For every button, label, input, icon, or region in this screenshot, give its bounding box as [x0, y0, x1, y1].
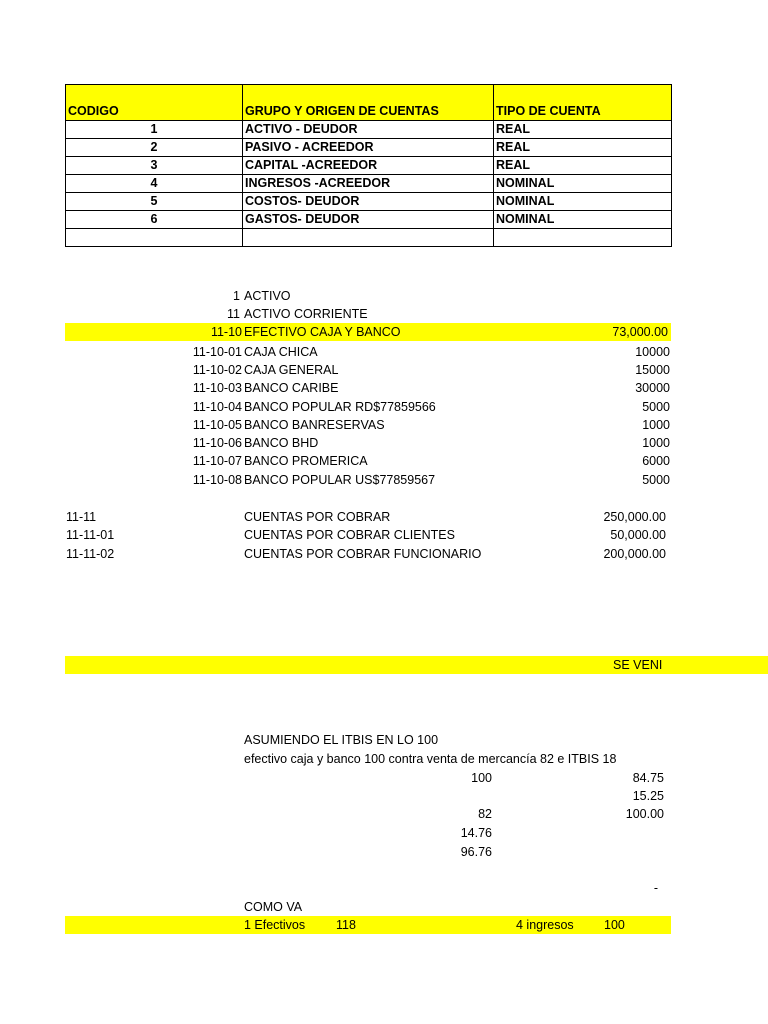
itbis-mid-value[interactable]: 14.76 [460, 826, 492, 840]
como-va-right-amount[interactable]: 100 [604, 918, 625, 932]
table-row [66, 175, 672, 193]
itbis-right-value[interactable]: 100.00 [625, 807, 664, 821]
cxc-label[interactable]: CUENTAS POR COBRAR CLIENTES [244, 528, 455, 542]
itbis-mid-value[interactable]: 96.76 [460, 845, 492, 859]
itbis-mid-value[interactable]: 100 [471, 771, 492, 785]
item-code[interactable]: 11-10-06 [192, 436, 242, 450]
como-va-left-label[interactable]: 1 Efectivos [244, 918, 306, 932]
item-label[interactable]: BANCO POPULAR US$77859567 [244, 473, 436, 487]
group-cell[interactable]: GASTOS- DEUDOR [243, 211, 494, 229]
como-va-label[interactable]: COMO VA [244, 900, 303, 914]
item-amount[interactable]: 30000 [635, 381, 670, 395]
efectivo-code[interactable]: 11-10 [210, 325, 242, 339]
table-row [66, 193, 672, 211]
itbis-line-2[interactable]: efectivo caja y banco 100 contra venta de mercancía 82 e ITBIS 18 [244, 752, 617, 766]
efectivo-label[interactable]: EFECTIVO CAJA Y BANCO [244, 325, 401, 339]
item-label[interactable]: BANCO PROMERICA [244, 454, 368, 468]
group-cell[interactable]: ACTIVO - DEUDOR [243, 121, 494, 139]
cxc-code[interactable]: 11-11-01 [66, 528, 115, 542]
type-cell[interactable]: NOMINAL [494, 211, 672, 229]
activo-code[interactable]: 1 [233, 289, 240, 303]
empty-cell[interactable] [66, 229, 243, 247]
item-code[interactable]: 11-10-08 [192, 473, 242, 487]
item-amount[interactable]: 1000 [642, 418, 670, 432]
item-amount[interactable]: 10000 [635, 345, 670, 359]
table-row [66, 157, 672, 175]
item-label[interactable]: CAJA GENERAL [244, 363, 339, 377]
cxc-label[interactable]: CUENTAS POR COBRAR FUNCIONARIO [244, 547, 482, 561]
type-cell[interactable]: REAL [494, 139, 672, 157]
cxc-label[interactable]: CUENTAS POR COBRAR [244, 510, 391, 524]
code-cell[interactable]: 5 [66, 193, 243, 211]
group-cell[interactable]: COSTOS- DEUDOR [243, 193, 494, 211]
itbis-right-value[interactable]: 84.75 [632, 771, 664, 785]
cxc-amount[interactable]: 50,000.00 [610, 528, 666, 542]
item-code[interactable]: 11-10-04 [192, 400, 242, 414]
efectivo-total[interactable]: 73,000.00 [612, 325, 668, 339]
cxc-code[interactable]: 11-11 [66, 510, 97, 524]
header-codigo[interactable]: CODIGO [66, 85, 243, 121]
corriente-label[interactable]: ACTIVO CORRIENTE [244, 307, 368, 321]
item-code[interactable]: 11-10-02 [192, 363, 242, 377]
item-code[interactable]: 11-10-01 [192, 345, 242, 359]
group-cell[interactable]: INGRESOS -ACREEDOR [243, 175, 494, 193]
item-label[interactable]: BANCO CARIBE [244, 381, 339, 395]
table-row [66, 211, 672, 229]
se-veni-text[interactable]: SE VENI [613, 658, 663, 672]
type-cell[interactable]: REAL [494, 121, 672, 139]
item-label[interactable]: BANCO BHD [244, 436, 319, 450]
cxc-code[interactable]: 11-11-02 [66, 547, 115, 561]
item-amount[interactable]: 15000 [635, 363, 670, 377]
cxc-amount[interactable]: 200,000.00 [603, 547, 666, 561]
code-cell[interactable]: 3 [66, 157, 243, 175]
empty-cell[interactable] [243, 229, 494, 247]
itbis-mid-value[interactable]: 82 [478, 807, 492, 821]
table-row [66, 121, 672, 139]
type-cell[interactable]: NOMINAL [494, 175, 672, 193]
itbis-right-value[interactable]: 15.25 [632, 789, 664, 803]
como-va-highlight-row [65, 916, 671, 934]
cxc-amount[interactable]: 250,000.00 [603, 510, 666, 524]
code-cell[interactable]: 1 [66, 121, 243, 139]
group-cell[interactable]: PASIVO - ACREEDOR [243, 139, 494, 157]
itbis-line-1[interactable]: ASUMIENDO EL ITBIS EN LO 100 [244, 733, 439, 747]
header-tipo[interactable]: TIPO DE CUENTA [494, 85, 672, 121]
item-code[interactable]: 11-10-05 [192, 418, 242, 432]
code-cell[interactable]: 6 [66, 211, 243, 229]
table-row [66, 139, 672, 157]
accounts-type-table [65, 84, 672, 247]
item-amount[interactable]: 1000 [642, 436, 670, 450]
como-va-left-amount[interactable]: 118 [336, 918, 356, 932]
group-cell[interactable]: CAPITAL -ACREEDOR [243, 157, 494, 175]
activo-label[interactable]: ACTIVO [244, 289, 291, 303]
type-cell[interactable]: NOMINAL [494, 193, 672, 211]
header-grupo[interactable]: GRUPO Y ORIGEN DE CUENTAS [243, 85, 494, 121]
se-veni-highlight-row [65, 656, 768, 674]
item-code[interactable]: 11-10-03 [192, 381, 242, 395]
dash-cell[interactable]: - [653, 881, 658, 895]
empty-cell[interactable] [494, 229, 672, 247]
item-label[interactable]: CAJA CHICA [244, 345, 318, 359]
item-code[interactable]: 11-10-07 [192, 454, 242, 468]
item-amount[interactable]: 5000 [642, 473, 670, 487]
item-label[interactable]: BANCO POPULAR RD$77859566 [244, 400, 436, 414]
code-cell[interactable]: 4 [66, 175, 243, 193]
item-amount[interactable]: 5000 [642, 400, 670, 414]
item-amount[interactable]: 6000 [642, 454, 670, 468]
como-va-right-label[interactable]: 4 ingresos [516, 918, 574, 932]
empty-row [66, 229, 672, 247]
table-header-row [66, 85, 672, 121]
corriente-code[interactable]: 11 [227, 307, 240, 321]
code-cell[interactable]: 2 [66, 139, 243, 157]
item-label[interactable]: BANCO BANRESERVAS [244, 418, 385, 432]
type-cell[interactable]: REAL [494, 157, 672, 175]
